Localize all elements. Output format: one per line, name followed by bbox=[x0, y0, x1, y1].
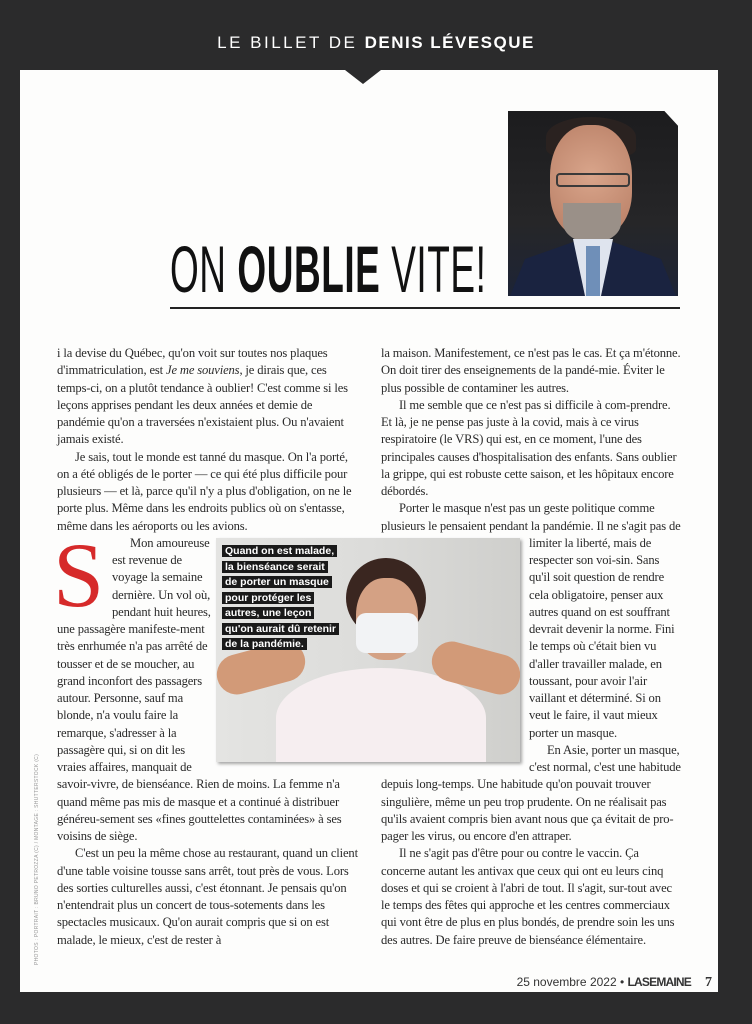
drop-cap: S bbox=[53, 524, 105, 626]
issue-date: 25 novembre 2022 bbox=[516, 975, 617, 989]
paragraph: En Asie, porter un masque, c'est normal, c'est une habitude depuis long-temps. Une habitude qu'on pouvait trouver singulière, même un peu trop prudente. On ne réalisait pas qu'ils avaient compris bien avant nous que ça évitait de pro-pager les virus, ou encore d'en attraper. bbox=[381, 742, 681, 843]
paragraph: la maison. Manifestement, ce n'est pas le cas. Et ça m'étonne. On doit tirer des enseignements de la pandé-mie. Éviter le plus possible de contaminer les autres. bbox=[381, 346, 681, 395]
photo-credit: PHOTOS : PORTRAIT : BRUNO PETROZZA (C) / MONTAGE : SHUTTERSTOCK (C) bbox=[34, 753, 40, 965]
author-portrait bbox=[508, 111, 678, 296]
title-rule bbox=[170, 307, 680, 309]
paragraph: C'est un peu la même chose au restaurant, quand un client d'une table voisine tousse sans arrêt, tout près de vous. Lors des sorties culturelles aussi, c'est étonnant. Je pensais qu'on n'entendrait plus un concert de tous-sotements dans les spectacles musicaux. Qu'on aurait compris que si on est malade, le mieux, c'est de rester à bbox=[57, 846, 358, 947]
portrait-tie bbox=[586, 246, 600, 296]
footer-separator: • bbox=[616, 975, 628, 989]
paragraph: i la devise du Québec, qu'on voit sur toutes nos plaques d'immatriculation, est Je me souviens, je dirais que, ces temps-ci, on a plutôt tendance à oublier! C'est comme si les leçons apprises pendant les deux années et demie de pandémie qu'on a traversées n'existaient plus. Ou n'avaient jamais existé. bbox=[57, 346, 348, 447]
portrait-beard bbox=[563, 203, 621, 243]
portrait-glasses bbox=[556, 173, 630, 187]
paragraph: Je sais, tout le monde est tanné du masque. On l'a porté, on a été obligés de le porter — ce qui été plus difficile pour plusieurs — et là, parce qu'il n'y a plus d'obligation, on ne le porte plus. Même dans les endroits publics où on s'entasse, même dans les aéroports ou les avions. bbox=[57, 449, 352, 533]
section-header bbox=[0, 33, 752, 53]
masked-woman-photo bbox=[216, 538, 520, 762]
photo-caption: Quand on est malade, la bienséance serait de porter un masque pour protéger les autres, une leçon qu'on aurait dû retenir de la pandémie. bbox=[222, 544, 347, 653]
paragraph: Il me semble que ce n'est pas si difficile à com-prendre. Et là, je ne pense pas juste à la covid, mais à ce virus respiratoire (le VRS) qui est, en ce moment, l'une des principales causes d'hospitalisation des enfants. Sans oublier la grippe, qui est robuste cette saison, et les hôpitaux encore débordés. bbox=[381, 397, 677, 498]
paragraph: Mon amoureuse est revenue de voyage la semaine dernière. Un vol où, pendant huit heures, une passagère manifeste-ment très enrhumée n'a pas arrêté de tousser et de se moucher, au grand inconfort des passagers autour. Personne, sauf ma blonde, n'a voulu faire la remarque, s'adresser à la passagère qui, si on dit les vraies affaires, manquait de savoir-vivre, de bienséance. Rien de moins. La femme n'a quand même pas mis de masque et a continué à distribuer généreu-sement ses «fines gouttelettes contaminées» à ses voisins de siège. bbox=[57, 535, 342, 843]
header-author: DENIS LÉVESQUE bbox=[364, 33, 535, 52]
face-mask bbox=[356, 613, 418, 653]
magazine-brand: LASEMAINE bbox=[627, 975, 691, 989]
title-part3: VITE! bbox=[380, 232, 487, 306]
header-notch bbox=[345, 70, 381, 84]
paragraph: Il ne s'agit pas d'être pour ou contre le vaccin. Ça concerne autant les antivax que ceux qui ont eu leurs cinq doses et qui se croient à l'abri de tout. Il s'agit, sur-tout avec le temps des fêtes qui approche et les centres commerciaux qui vont être de plus en plus bondés, de prendre soin les uns des autres. De faire preuve de bienséance élémentaire. bbox=[381, 846, 675, 947]
title-part2: OUBLIE bbox=[237, 232, 381, 306]
paragraph: Porter le masque n'est pas un geste politique comme plusieurs le pensaient pendant la pandémie. Il ne s'agit pas de limiter la liberté, mais de respecter son voi-sin. Sans qu'il soit question de rendre cela obligatoire, penser aux autres quand on est souffrant devrait devenir la norme. Fini le temps où c'était bien vu d'aller travailler malade, en toussant, pour avoir l'air vaillant et déterminé. Si on veut le faire, il vaut mieux porter un masque. bbox=[381, 501, 681, 740]
page-footer bbox=[517, 975, 712, 991]
header-prefix: LE BILLET DE bbox=[217, 33, 365, 52]
title-part1: ON bbox=[170, 232, 238, 306]
article-title bbox=[170, 232, 487, 306]
page-number: 7 bbox=[705, 975, 712, 990]
